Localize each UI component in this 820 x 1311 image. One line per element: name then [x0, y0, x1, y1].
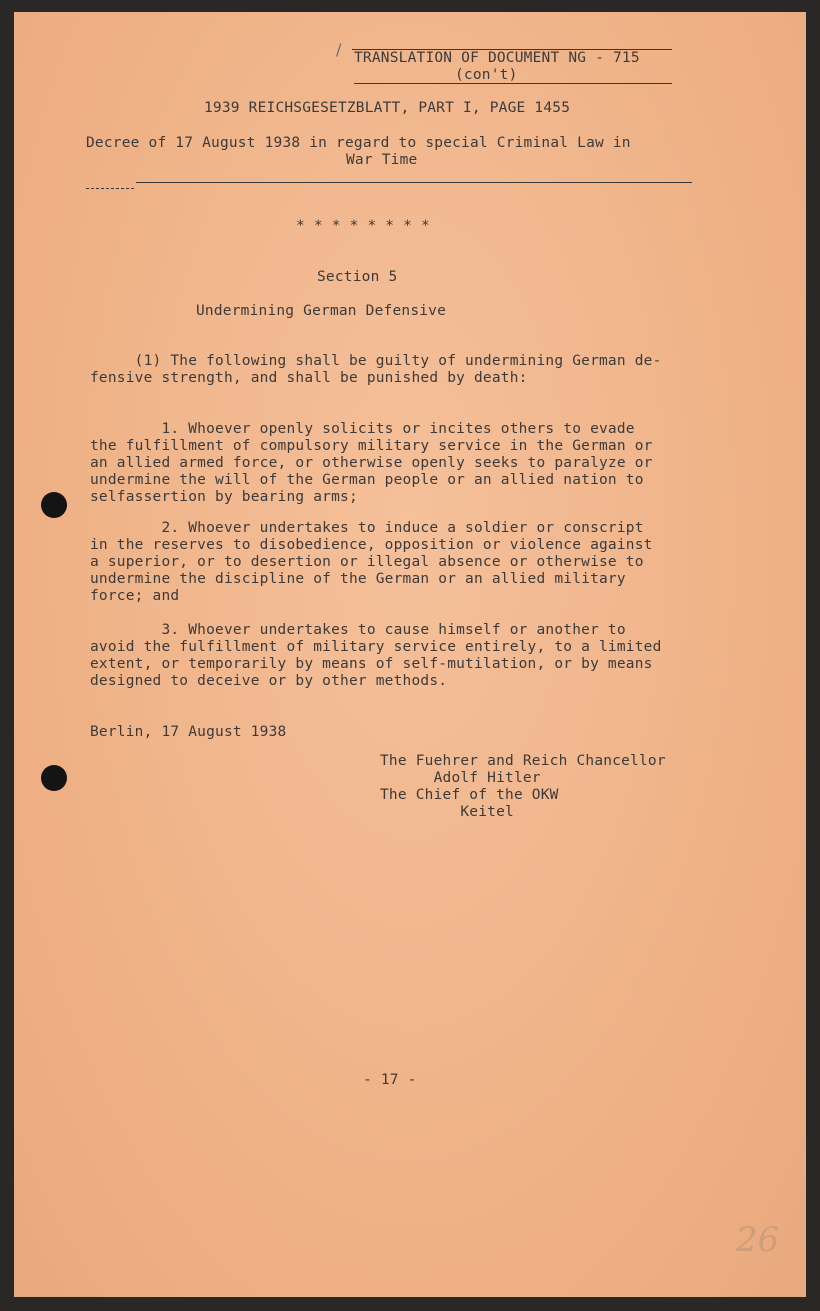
- item-2-line: 2. Whoever undertakes to induce a soldier or conscript: [90, 520, 644, 536]
- signature-line: The Chief of the OKW: [380, 787, 559, 803]
- header-mark: /: [336, 40, 342, 59]
- handwritten-page-number: 26: [736, 1220, 780, 1260]
- punch-hole: [41, 765, 67, 791]
- item-2-line: a superior, or to desertion or illegal absence or otherwise to: [90, 554, 644, 570]
- dashed-rule: [86, 188, 134, 189]
- item-2-line: force; and: [90, 588, 180, 604]
- translation-continued: (con't): [455, 67, 518, 83]
- section-number: Section 5: [317, 269, 398, 285]
- item-3-line: 3. Whoever undertakes to cause himself or another to: [90, 622, 626, 638]
- item-3-line: avoid the fulfillment of military service entirely, to a limited: [90, 639, 662, 655]
- item-1-line: undermine the will of the German people or an allied nation to: [90, 472, 644, 488]
- item-3-line: extent, or temporarily by means of self-mutilation, or by means: [90, 656, 653, 672]
- item-1-line: an allied armed force, or otherwise openly seeks to paralyze or: [90, 455, 653, 471]
- paragraph-1-line-1: (1) The following shall be guilty of undermining German de-: [90, 353, 662, 369]
- item-1-line: selfassertion by bearing arms;: [90, 489, 358, 505]
- decree-title-line1: Decree of 17 August 1938 in regard to special Criminal Law in: [86, 135, 631, 151]
- star-divider: * * * * * * * *: [296, 218, 430, 234]
- place-and-date: Berlin, 17 August 1938: [90, 724, 287, 740]
- header-underline: [354, 83, 672, 84]
- item-1-line: the fulfillment of compulsory military service in the German or: [90, 438, 653, 454]
- signature-line: Keitel: [380, 804, 514, 820]
- source-citation: 1939 REICHSGESETZBLATT, PART I, PAGE 1455: [204, 100, 571, 116]
- decree-title-line2: War Time: [346, 152, 418, 168]
- translation-header: TRANSLATION OF DOCUMENT NG - 715: [354, 50, 640, 66]
- item-2-line: undermine the discipline of the German or an allied military: [90, 571, 626, 587]
- item-2-line: in the reserves to disobedience, opposition or violence against: [90, 537, 653, 553]
- paragraph-1-line-2: fensive strength, and shall be punished by death:: [90, 370, 528, 386]
- signature-line: Adolf Hitler: [380, 770, 541, 786]
- signature-line: The Fuehrer and Reich Chancellor: [380, 753, 666, 769]
- document-page: [14, 12, 806, 1297]
- page-number: - 17 -: [363, 1072, 417, 1088]
- item-3-line: designed to deceive or by other methods.: [90, 673, 448, 689]
- section-title: Undermining German Defensive: [196, 303, 447, 319]
- separator-rule: [136, 182, 692, 183]
- punch-hole: [41, 492, 67, 518]
- item-1-line: 1. Whoever openly solicits or incites others to evade: [90, 421, 635, 437]
